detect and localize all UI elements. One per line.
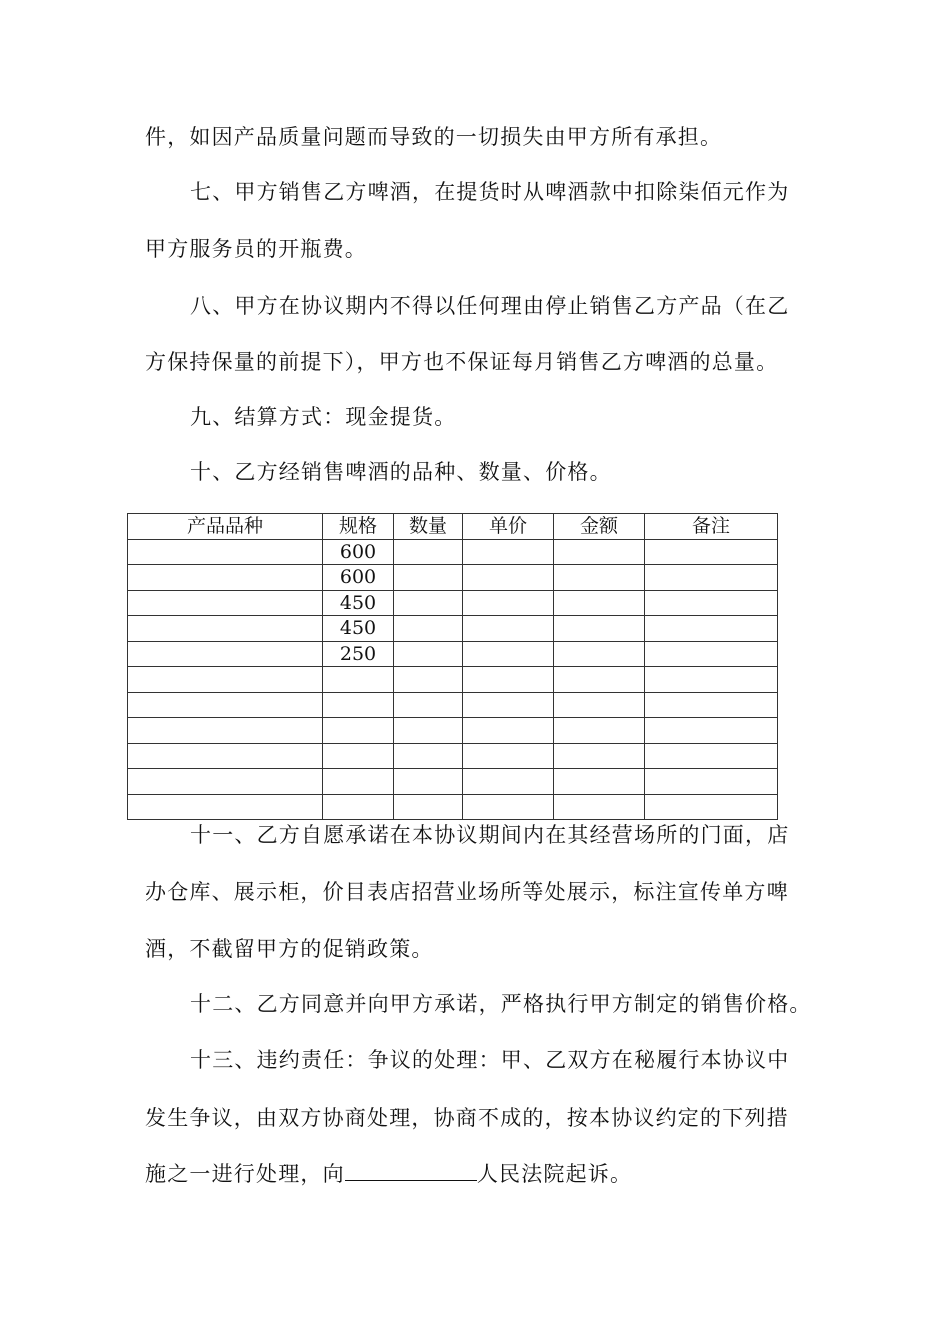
table-cell: [554, 692, 645, 718]
header-specification: 规格: [323, 514, 394, 540]
table-cell: [463, 616, 554, 642]
paragraph-7-line-2: 甲方服务员的开瓶费。: [145, 237, 367, 261]
paragraph-9-line-1: 九、结算方式：现金提货。: [190, 405, 457, 429]
paragraph-6-line-1: 件，如因产品质量问题而导致的一切损失由甲方所有承担。: [145, 125, 723, 149]
table-cell: [394, 769, 463, 795]
table-cell: [128, 590, 323, 616]
table-cell: [323, 718, 394, 744]
table-cell: [645, 565, 778, 591]
table-cell: [394, 667, 463, 693]
header-quantity: 数量: [394, 514, 463, 540]
paragraph-12-line-1: 十二、乙方同意并向甲方承诺，严格执行甲方制定的销售价格。: [190, 992, 812, 1016]
table-cell: [394, 743, 463, 769]
table-cell: [554, 539, 645, 565]
table-row: [128, 565, 778, 591]
table-row: [128, 692, 778, 718]
table-cell: [128, 743, 323, 769]
table-cell: [323, 794, 394, 820]
table-cell: 600: [323, 539, 394, 565]
table-cell: [394, 590, 463, 616]
table-cell: 450: [323, 616, 394, 642]
paragraph-11-line-3: 酒，不截留甲方的促销政策。: [145, 937, 434, 961]
table-cell: [645, 616, 778, 642]
table-cell: [463, 590, 554, 616]
table-cell: [323, 692, 394, 718]
table-cell: [463, 718, 554, 744]
court-name-blank: [345, 1160, 477, 1181]
table-cell: [645, 692, 778, 718]
table-cell: [394, 718, 463, 744]
table-cell: [394, 692, 463, 718]
table-cell: [554, 769, 645, 795]
table-cell: [394, 641, 463, 667]
table-row: [128, 743, 778, 769]
table-row: [128, 590, 778, 616]
table-cell: [394, 539, 463, 565]
table-cell: [128, 794, 323, 820]
header-unit-price: 单价: [463, 514, 554, 540]
table-cell: [128, 667, 323, 693]
paragraph-11-line-1: 十一、乙方自愿承诺在本协议期间内在其经营场所的门面，店: [190, 823, 790, 847]
table-cell: [463, 667, 554, 693]
table-cell: [394, 794, 463, 820]
table-header-row: [128, 514, 778, 540]
table-cell: [323, 769, 394, 795]
paragraph-13-line-2: 发生争议，由双方协商处理，协商不成的，按本协议约定的下列措: [145, 1106, 789, 1130]
table-row: [128, 794, 778, 820]
paragraph-8-line-2: 方保持保量的前提下），甲方也不保证每月销售乙方啤酒的总量。: [145, 350, 779, 374]
table-cell: [323, 743, 394, 769]
table-cell: [463, 794, 554, 820]
table-cell: [463, 743, 554, 769]
table-cell: [128, 769, 323, 795]
table-cell: [463, 641, 554, 667]
table-row: [128, 641, 778, 667]
header-product-variety: 产品品种: [128, 514, 323, 540]
table-cell: 450: [323, 590, 394, 616]
table-cell: [645, 641, 778, 667]
paragraph-13-line-1: 十三、违约责任：争议的处理：甲、乙双方在秘履行本协议中: [190, 1048, 790, 1072]
table-cell: [323, 667, 394, 693]
table-cell: [128, 641, 323, 667]
table-row: [128, 667, 778, 693]
table-cell: [128, 616, 323, 642]
paragraph-11-line-2: 办仓库、展示柜，价目表店招营业场所等处展示，标注宣传单方啤: [145, 880, 789, 904]
table-cell: [645, 667, 778, 693]
table-cell: [645, 769, 778, 795]
paragraph-13-line-3: [145, 1160, 632, 1188]
table-cell: [463, 692, 554, 718]
table-cell: [554, 641, 645, 667]
paragraph-8-line-1: 八、甲方在协议期内不得以任何理由停止销售乙方产品（在乙: [190, 294, 790, 318]
table-row: [128, 769, 778, 795]
table-cell: [128, 565, 323, 591]
table-cell: [463, 769, 554, 795]
table-cell: [554, 565, 645, 591]
table-row: [128, 616, 778, 642]
paragraph-13-line-3-suffix: 人民法院起诉。: [476, 1162, 633, 1186]
table-cell: 250: [323, 641, 394, 667]
table-row: [128, 718, 778, 744]
table-row: [128, 539, 778, 565]
table-body: [128, 539, 778, 820]
header-remarks: 备注: [645, 514, 778, 540]
table-cell: [554, 794, 645, 820]
table-cell: [554, 616, 645, 642]
table-cell: [554, 718, 645, 744]
paragraph-10-line-1: 十、乙方经销售啤酒的品种、数量、价格。: [190, 460, 612, 484]
table-cell: [645, 718, 778, 744]
table-cell: [463, 565, 554, 591]
table-cell: [645, 590, 778, 616]
table-cell: [128, 539, 323, 565]
table-cell: [645, 794, 778, 820]
table-cell: [128, 718, 323, 744]
table-cell: [394, 616, 463, 642]
table-cell: 600: [323, 565, 394, 591]
product-table: [127, 513, 778, 820]
paragraph-13-line-3-prefix: 施之一进行处理，向: [145, 1162, 345, 1186]
table-cell: [645, 743, 778, 769]
table-cell: [645, 539, 778, 565]
table-cell: [554, 667, 645, 693]
table-cell: [463, 539, 554, 565]
table-cell: [128, 692, 323, 718]
table-cell: [554, 590, 645, 616]
table-cell: [394, 565, 463, 591]
header-amount: 金额: [554, 514, 645, 540]
paragraph-7-line-1: 七、甲方销售乙方啤酒，在提货时从啤酒款中扣除柒佰元作为: [190, 180, 790, 204]
table-cell: [554, 743, 645, 769]
